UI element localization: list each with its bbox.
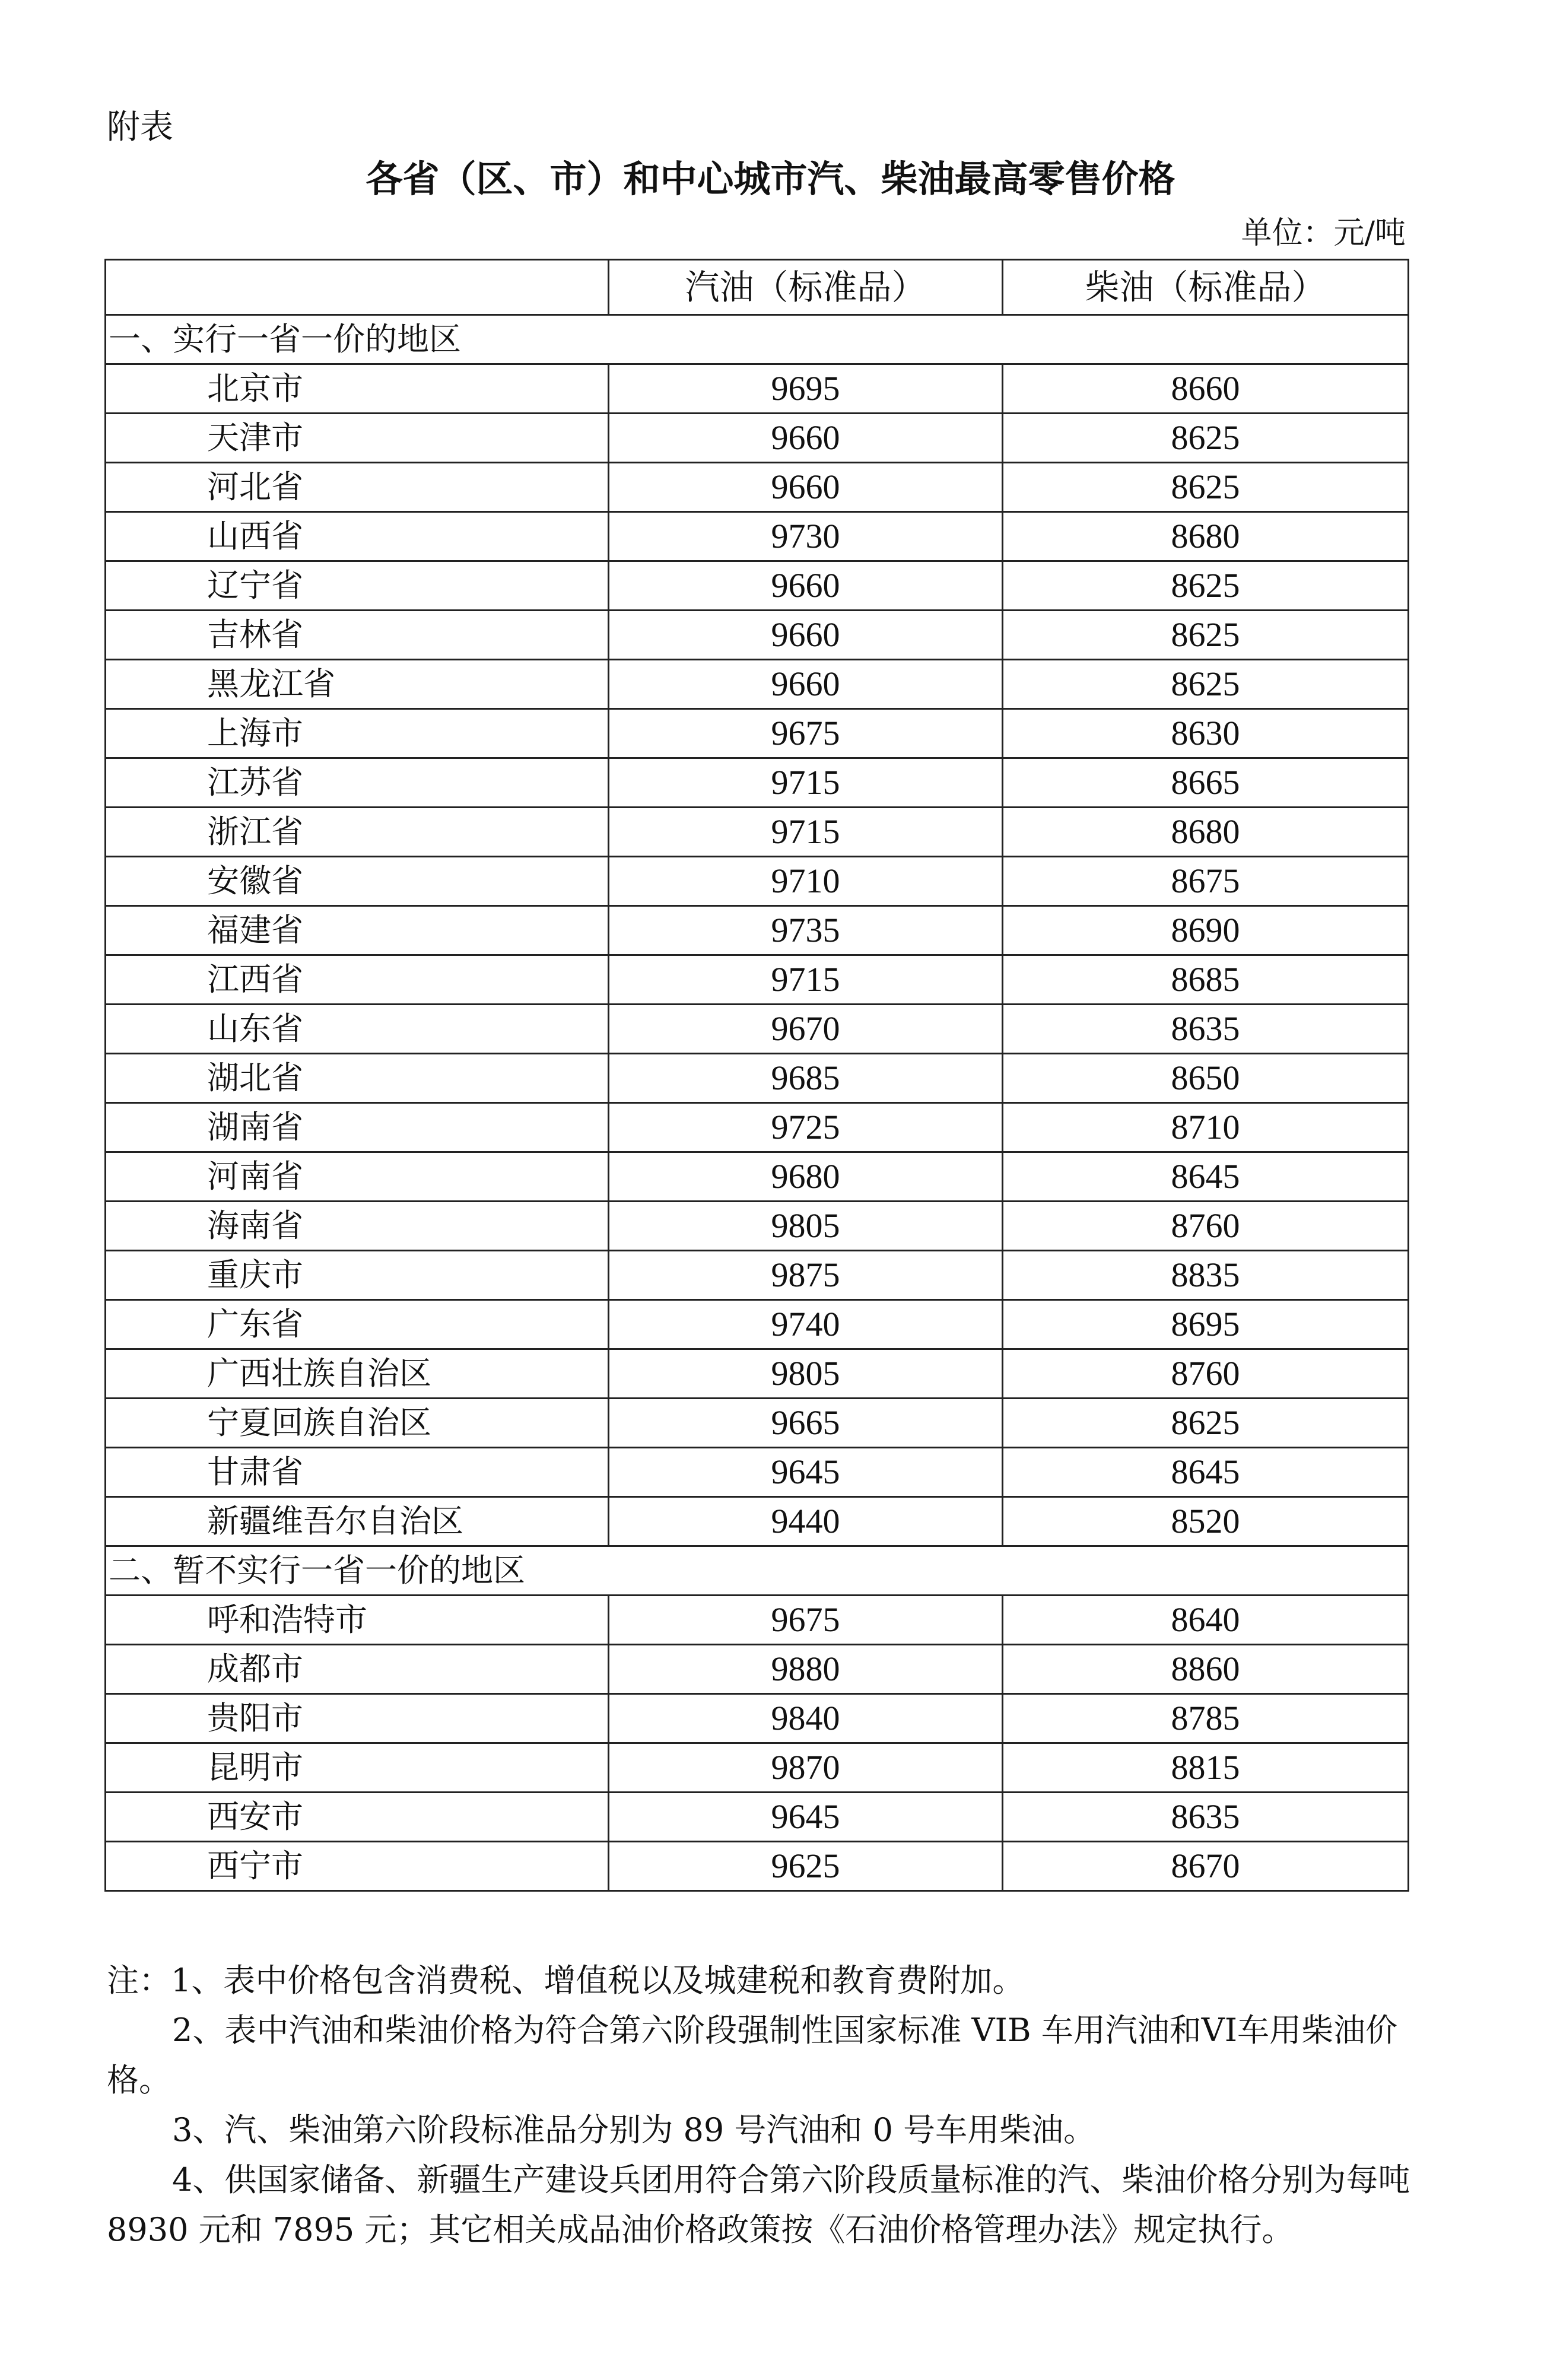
gasoline-price: 9805 (609, 1202, 1003, 1251)
table-header-row (106, 260, 1409, 315)
gasoline-price: 9645 (609, 1793, 1003, 1842)
table-row (106, 414, 1409, 463)
gasoline-price: 9875 (609, 1251, 1003, 1300)
region-name: 新疆维吾尔自治区 (106, 1497, 609, 1546)
table-row (106, 1005, 1409, 1054)
table-row (106, 1497, 1409, 1546)
region-name: 河南省 (106, 1152, 609, 1202)
diesel-price: 8860 (1003, 1645, 1409, 1694)
diesel-price: 8645 (1003, 1152, 1409, 1202)
unit-label: 单位：元/吨 (1241, 215, 1406, 251)
region-name: 上海市 (106, 709, 609, 758)
note-4: 4、供国家储备、新疆生产建设兵团用符合第六阶段质量标准的汽、柴油价格分别为每吨 8930 元和 7895 元；其它相关成品油价格政策按《石油价格管理办法》规定执行。 (107, 2161, 1410, 2248)
diesel-price: 8630 (1003, 709, 1409, 758)
table-row (106, 1054, 1409, 1103)
table-row (106, 1793, 1409, 1842)
diesel-price: 8625 (1003, 660, 1409, 709)
region-name: 安徽省 (106, 857, 609, 906)
gasoline-price: 9880 (609, 1645, 1003, 1694)
region-name: 天津市 (106, 414, 609, 463)
note-3: 3、汽、柴油第六阶段标准品分别为 89 号汽油和 0 号车用柴油。 (172, 2111, 1096, 2149)
region-name: 西宁市 (106, 1842, 609, 1891)
region-name: 广东省 (106, 1300, 609, 1349)
gasoline-price: 9660 (609, 414, 1003, 463)
table-row (106, 1694, 1409, 1743)
section-row (106, 315, 1409, 364)
gasoline-price: 9740 (609, 1300, 1003, 1349)
diesel-price: 8520 (1003, 1497, 1409, 1546)
table-row (106, 758, 1409, 808)
region-name: 吉林省 (106, 611, 609, 660)
gasoline-price: 9725 (609, 1103, 1003, 1152)
price-table-body (106, 260, 1409, 1891)
diesel-price: 8685 (1003, 955, 1409, 1005)
gasoline-price: 9670 (609, 1005, 1003, 1054)
table-row (106, 1399, 1409, 1448)
diesel-price: 8710 (1003, 1103, 1409, 1152)
region-name: 福建省 (106, 906, 609, 955)
gasoline-price: 9735 (609, 906, 1003, 955)
table-row (106, 1349, 1409, 1399)
gasoline-price: 9695 (609, 364, 1003, 414)
gasoline-price: 9715 (609, 758, 1003, 808)
region-name: 浙江省 (106, 808, 609, 857)
header-gasoline: 汽油（标准品） (609, 260, 1003, 315)
diesel-price: 8815 (1003, 1743, 1409, 1793)
table-row (106, 1448, 1409, 1497)
region-name: 湖南省 (106, 1103, 609, 1152)
table-row (106, 463, 1409, 512)
diesel-price: 8760 (1003, 1202, 1409, 1251)
region-name: 甘肃省 (106, 1448, 609, 1497)
region-name: 宁夏回族自治区 (106, 1399, 609, 1448)
gasoline-price: 9730 (609, 512, 1003, 561)
appendix-label: 附表 (107, 108, 173, 147)
region-name: 重庆市 (106, 1251, 609, 1300)
gasoline-price: 9645 (609, 1448, 1003, 1497)
diesel-price: 8625 (1003, 463, 1409, 512)
section-label: 二、暂不实行一省一价的地区 (106, 1546, 1409, 1596)
table-row (106, 364, 1409, 414)
table-row (106, 1743, 1409, 1793)
region-name: 呼和浩特市 (106, 1596, 609, 1645)
gasoline-price: 9675 (609, 1596, 1003, 1645)
diesel-price: 8625 (1003, 611, 1409, 660)
gasoline-price: 9710 (609, 857, 1003, 906)
gasoline-price: 9715 (609, 955, 1003, 1005)
page-title: 各省（区、市）和中心城市汽、柴油最高零售价格 (366, 157, 1175, 201)
region-name: 辽宁省 (106, 561, 609, 611)
price-table (104, 259, 1409, 1892)
region-name: 山东省 (106, 1005, 609, 1054)
header-region (106, 260, 609, 315)
region-name: 江西省 (106, 955, 609, 1005)
table-row (106, 660, 1409, 709)
table-row (106, 955, 1409, 1005)
table-row (106, 857, 1409, 906)
diesel-price: 8760 (1003, 1349, 1409, 1399)
gasoline-price: 9660 (609, 561, 1003, 611)
note-2: 2、表中汽油和柴油价格为符合第六阶段强制性国家标准 VIB 车用汽油和VI车用柴油价格。 (107, 2012, 1398, 2099)
gasoline-price: 9805 (609, 1349, 1003, 1399)
diesel-price: 8640 (1003, 1596, 1409, 1645)
section-row (106, 1546, 1409, 1596)
diesel-price: 8625 (1003, 1399, 1409, 1448)
header-diesel: 柴油（标准品） (1003, 260, 1409, 315)
table-row (106, 1645, 1409, 1694)
table-row (106, 1842, 1409, 1891)
diesel-price: 8645 (1003, 1448, 1409, 1497)
gasoline-price: 9625 (609, 1842, 1003, 1891)
gasoline-price: 9680 (609, 1152, 1003, 1202)
table-row (106, 709, 1409, 758)
diesel-price: 8690 (1003, 906, 1409, 955)
gasoline-price: 9675 (609, 709, 1003, 758)
diesel-price: 8785 (1003, 1694, 1409, 1743)
table-row (106, 611, 1409, 660)
region-name: 昆明市 (106, 1743, 609, 1793)
table-row (106, 906, 1409, 955)
diesel-price: 8625 (1003, 561, 1409, 611)
region-name: 广西壮族自治区 (106, 1349, 609, 1399)
table-row (106, 512, 1409, 561)
table-row (106, 1202, 1409, 1251)
diesel-price: 8670 (1003, 1842, 1409, 1891)
gasoline-price: 9660 (609, 611, 1003, 660)
note-1: 注：1、表中价格包含消费税、增值税以及城建税和教育费附加。 (107, 1962, 1025, 1999)
table-row (106, 1152, 1409, 1202)
diesel-price: 8635 (1003, 1793, 1409, 1842)
gasoline-price: 9870 (609, 1743, 1003, 1793)
region-name: 西安市 (106, 1793, 609, 1842)
gasoline-price: 9440 (609, 1497, 1003, 1546)
gasoline-price: 9685 (609, 1054, 1003, 1103)
region-name: 成都市 (106, 1645, 609, 1694)
diesel-price: 8675 (1003, 857, 1409, 906)
notes (107, 1956, 1412, 2255)
region-name: 海南省 (106, 1202, 609, 1251)
table-row (106, 561, 1409, 611)
region-name: 河北省 (106, 463, 609, 512)
region-name: 江苏省 (106, 758, 609, 808)
section-label: 一、实行一省一价的地区 (106, 315, 1409, 364)
gasoline-price: 9660 (609, 660, 1003, 709)
region-name: 湖北省 (106, 1054, 609, 1103)
gasoline-price: 9840 (609, 1694, 1003, 1743)
table-row (106, 808, 1409, 857)
diesel-price: 8695 (1003, 1300, 1409, 1349)
region-name: 贵阳市 (106, 1694, 609, 1743)
region-name: 山西省 (106, 512, 609, 561)
diesel-price: 8680 (1003, 512, 1409, 561)
diesel-price: 8650 (1003, 1054, 1409, 1103)
diesel-price: 8835 (1003, 1251, 1409, 1300)
diesel-price: 8635 (1003, 1005, 1409, 1054)
gasoline-price: 9660 (609, 463, 1003, 512)
gasoline-price: 9665 (609, 1399, 1003, 1448)
table-row (106, 1596, 1409, 1645)
region-name: 北京市 (106, 364, 609, 414)
gasoline-price: 9715 (609, 808, 1003, 857)
table-row (106, 1300, 1409, 1349)
table-row (106, 1103, 1409, 1152)
diesel-price: 8660 (1003, 364, 1409, 414)
region-name: 黑龙江省 (106, 660, 609, 709)
diesel-price: 8625 (1003, 414, 1409, 463)
diesel-price: 8680 (1003, 808, 1409, 857)
diesel-price: 8665 (1003, 758, 1409, 808)
table-row (106, 1251, 1409, 1300)
